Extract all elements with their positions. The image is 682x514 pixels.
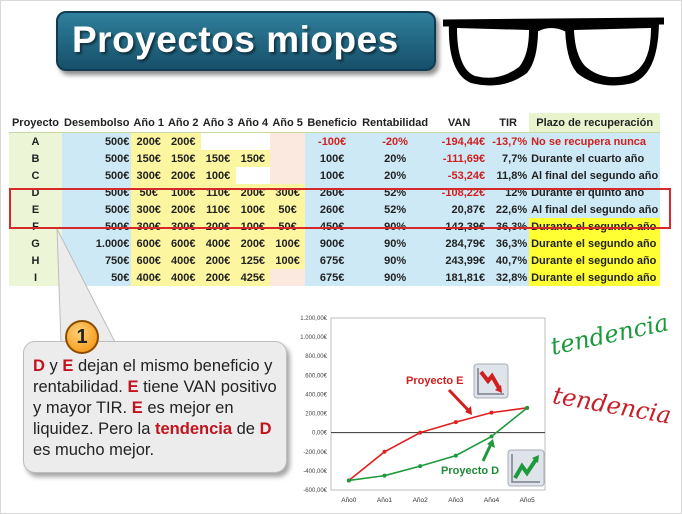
col-header: Beneficio xyxy=(305,113,359,133)
data-point xyxy=(454,454,458,458)
x-tick-label: Año0 xyxy=(341,497,357,504)
col-header: Año 3 xyxy=(201,113,236,133)
table-row: D 500€ 50€ 100€ 110€ 200€ 300€ 260€ 52% -108,22€ 12% Durante el quinto año xyxy=(9,184,660,201)
y-tick-label: 1.000,00€ xyxy=(300,335,327,342)
col-header: Rentabilidad xyxy=(359,113,431,133)
y-tick-label: 400,00€ xyxy=(305,392,327,399)
data-point xyxy=(490,434,494,438)
x-tick-label: Año2 xyxy=(412,497,428,504)
col-header: VAN xyxy=(431,113,487,133)
table-row: H 750€ 600€ 400€ 200€ 125€ 100€ 675€ 90% 243,99€ 40,7% Durante el segundo año xyxy=(9,252,660,269)
col-header: Año 5 xyxy=(270,113,305,133)
col-header: Año 4 xyxy=(236,113,271,133)
data-point xyxy=(418,464,422,468)
col-header: Año 1 xyxy=(131,113,166,133)
callout-text: D y E dejan el mismo beneficio y rentabilidad. E tiene VAN positivo y mayor TIR. E es mejor en liquidez. Pero la tendencia de D es mucho mejor. xyxy=(33,357,277,459)
y-tick-label: 800,00€ xyxy=(305,354,327,361)
y-tick-label: -200,00€ xyxy=(303,449,327,456)
table-row: E 500€ 300€ 200€ 110€ 100€ 50€ 260€ 52% 20,87€ 22,6% Al final del segundo año xyxy=(9,201,660,218)
x-tick-label: Año4 xyxy=(483,497,500,504)
data-point xyxy=(490,411,494,415)
col-header: Plazo de recuperación xyxy=(529,113,660,133)
title-banner xyxy=(56,11,436,71)
data-point xyxy=(525,406,529,410)
series-label-e: Proyecto E xyxy=(406,375,464,387)
y-tick-label: 200,00€ xyxy=(305,411,327,418)
table-row: C 500€ 300€ 200€ 100€ 100€ 20% -53,24€ 11,8% Al final del segundo año xyxy=(9,167,660,184)
y-tick-label: 1.200,00€ xyxy=(300,316,327,322)
growth-chart-icon xyxy=(508,450,544,486)
x-tick-label: Año3 xyxy=(448,497,464,504)
col-header: Año 2 xyxy=(166,113,201,133)
data-point xyxy=(383,474,387,478)
x-tick-label: Año1 xyxy=(376,497,393,504)
trend-chart xyxy=(291,308,549,508)
data-point xyxy=(347,478,351,482)
col-header: TIR xyxy=(487,113,529,133)
explanation-callout xyxy=(23,341,287,473)
page-title: Proyectos miopes xyxy=(72,19,399,60)
table-row: B 500€ 150€ 150€ 150€ 150€ 100€ 20% -111,69€ 7,7% Durante el cuarto año xyxy=(9,150,660,167)
col-header: Desembolso xyxy=(62,113,131,133)
y-tick-label: 0,00€ xyxy=(311,430,327,437)
glasses-icon xyxy=(441,11,666,91)
table-row: I 50€ 400€ 400€ 200€ 425€ 675€ 90% 181,81€ 32,8% Durante el segundo año xyxy=(9,269,660,286)
table-row: G 1.000€ 600€ 600€ 400€ 200€ 100€ 900€ 90% 284,79€ 36,3% Durante el segundo año xyxy=(9,235,660,252)
table-row: A 500€ 200€ 200€ -100€ -20% -194,44€ -13,7% No se recupera nunca xyxy=(9,133,660,151)
data-point xyxy=(418,431,422,435)
y-tick-label: -400,00€ xyxy=(303,468,327,475)
series-label-d: Proyecto D xyxy=(441,465,500,477)
step-badge: 1 xyxy=(65,320,99,354)
data-point xyxy=(454,420,458,424)
data-point xyxy=(383,450,387,454)
x-tick-label: Año5 xyxy=(519,497,535,504)
y-tick-label: -600,00€ xyxy=(303,488,327,494)
tendency-word-green: tendencia xyxy=(548,308,672,361)
table-header-row xyxy=(9,113,660,133)
tendency-word-red: tendencia xyxy=(550,381,674,430)
decline-chart-icon xyxy=(474,364,508,398)
col-header: Proyecto xyxy=(9,113,62,133)
table-row: F 500€ 300€ 300€ 200€ 100€ 50€ 450€ 90% 142,39€ 36,3% Durante el segundo año xyxy=(9,218,660,235)
y-tick-label: 600,00€ xyxy=(305,373,327,380)
